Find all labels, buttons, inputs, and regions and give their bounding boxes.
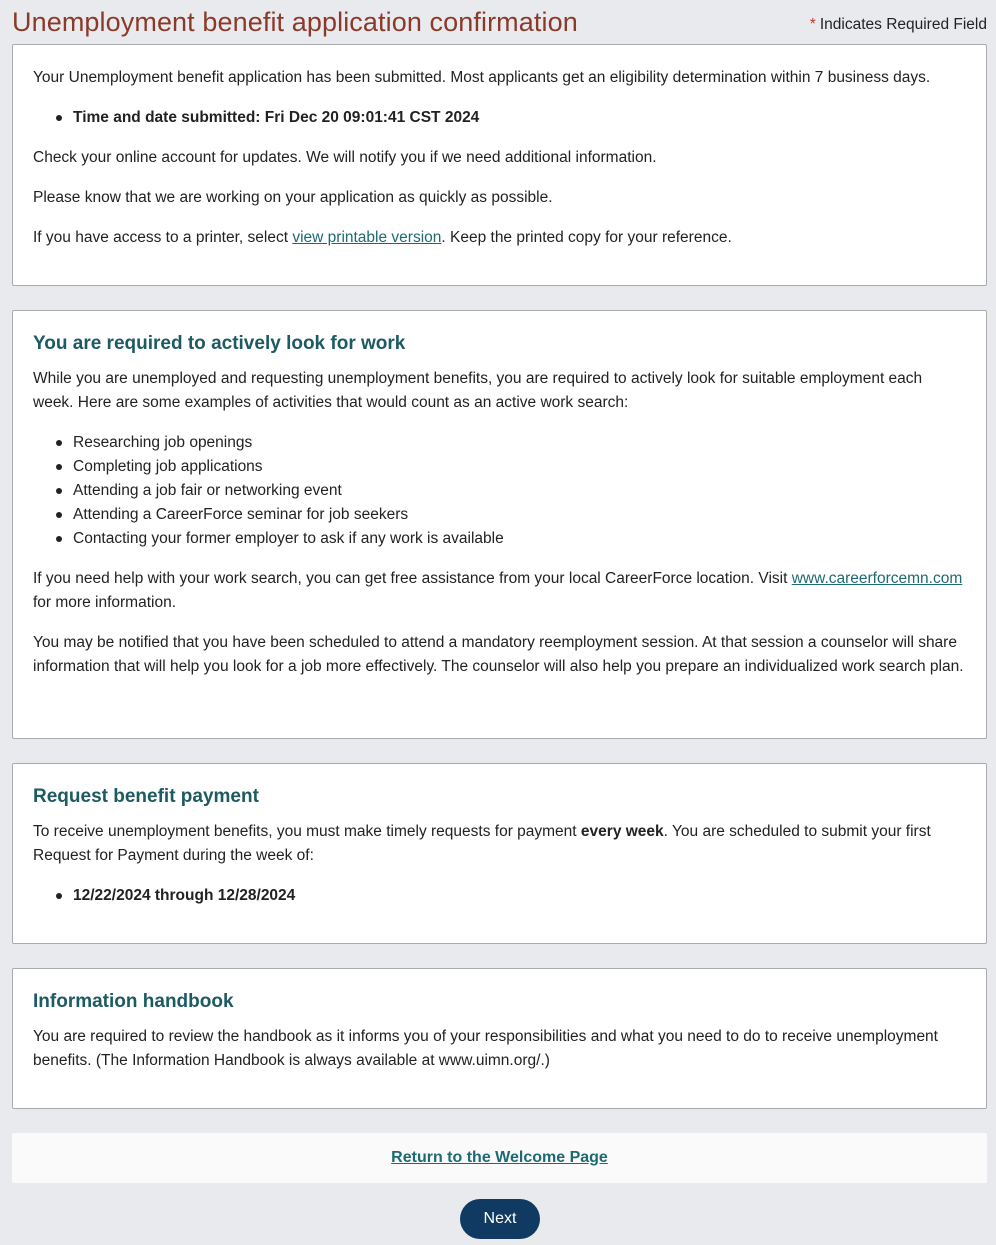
payment-text-before: To receive unemployment benefits, you must make timely requests for payment [33, 823, 581, 840]
payment-week-list [73, 884, 966, 908]
view-printable-version-link[interactable]: view printable version [292, 229, 442, 246]
printer-text-before: If you have access to a printer, select [33, 229, 293, 246]
submission-timestamp: Time and date submitted: Fri Dec 20 09:01:41 CST 2024 [73, 106, 966, 130]
list-item: Attending a CareerForce seminar for job seekers [73, 503, 966, 527]
list-item: Completing job applications [73, 455, 966, 479]
work-search-activities-list [73, 431, 966, 551]
required-star: * [809, 16, 816, 33]
payment-heading: Request benefit payment [33, 786, 259, 807]
submission-details-list [73, 106, 966, 130]
handbook-heading: Information handbook [33, 991, 234, 1012]
work-search-help-text [33, 567, 966, 615]
handbook-card [12, 968, 987, 1109]
list-item: Attending a job fair or networking event [73, 479, 966, 503]
page-header [12, 2, 987, 42]
payment-text-after: . You are scheduled to submit your first Request for Payment during the week of: [33, 823, 931, 864]
work-search-card [12, 310, 987, 739]
return-bar [12, 1133, 987, 1183]
return-to-welcome-link[interactable]: Return to the Welcome Page [391, 1149, 608, 1166]
printer-text [33, 226, 966, 250]
payment-text-emphasis: every week [580, 823, 664, 840]
payment-text [33, 820, 966, 868]
list-item: Researching job openings [73, 431, 966, 455]
next-button[interactable]: Next [460, 1199, 540, 1239]
reemployment-session-text: You may be notified that you have been scheduled to attend a mandatory reemployment session. At that session a counselor will share information that will help you look for a job more effectively. The counselor will also help you prepare an individualized work search plan. [33, 634, 964, 675]
help-text-before: If you need help with your work search, you can get free assistance from your local CareerForce location. Visit [33, 570, 792, 587]
payment-week: 12/22/2024 through 12/28/2024 [73, 884, 966, 908]
work-search-heading: You are required to actively look for work [33, 333, 406, 354]
submission-card [12, 44, 987, 286]
payment-card [12, 763, 987, 944]
handbook-text: You are required to review the handbook as it informs you of your responsibilities and what you need to do to receive unemployment benefits. (The Information Handbook is always available at www.uimn.org/.) [33, 1028, 938, 1069]
printer-text-after: . Keep the printed copy for your reference. [441, 229, 732, 246]
working-text: Please know that we are working on your application as quickly as possible. [33, 189, 553, 206]
submission-intro: Your Unemployment benefit application has been submitted. Most applicants get an eligibility determination within 7 business days. [33, 69, 931, 86]
list-item: Contacting your former employer to ask if any work is available [73, 527, 966, 551]
page-title: Unemployment benefit application confirmation [12, 7, 578, 37]
required-note-text: Indicates Required Field [819, 16, 987, 33]
work-search-intro: While you are unemployed and requesting unemployment benefits, you are required to actively look for suitable employment each week. Here are some examples of activities that would count as an active work search: [33, 370, 923, 411]
careerforce-link[interactable]: www.careerforcemn.com [791, 570, 963, 587]
required-field-note [810, 14, 987, 36]
help-text-after: for more information. [33, 594, 176, 611]
check-account-text: Check your online account for updates. We will notify you if we need additional information. [33, 149, 657, 166]
